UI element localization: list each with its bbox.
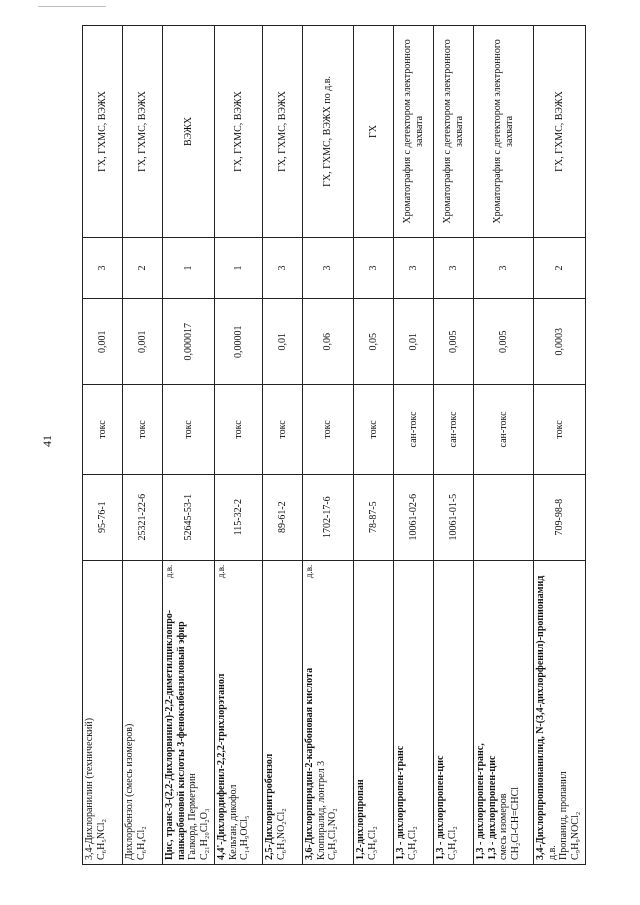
page-number: 41 [40, 435, 54, 447]
substances-table [82, 25, 586, 865]
limit-value-cell: 0,005 [474, 299, 534, 385]
substance-name-cell [394, 560, 434, 864]
method-cell: Хроматография с детектором электронного захвата [394, 26, 434, 238]
substance-line: Галкорд, Перметрин [187, 773, 198, 860]
substance-line: 1,3 - дихлорпропен-цис [486, 755, 498, 860]
substance-line: CH₂Cl-CH=CHCl [509, 786, 521, 860]
limit-value-cell: 0,01 [394, 299, 434, 385]
note-text: д.в. [304, 564, 314, 579]
method-cell: ГХ [354, 26, 394, 238]
substance-line: C₁₄H₉OCl₅ [239, 815, 250, 860]
cas-number-cell: 89-61-2 [263, 474, 303, 560]
cas-number-cell: 10061-02-6 [394, 474, 434, 560]
substance-name-cell [534, 560, 586, 864]
table-row [263, 26, 303, 865]
rotated-table-wrapper [82, 25, 581, 865]
hazard-cell: токс [123, 385, 163, 474]
substance-line: C₉H₉NOCl₂ [569, 811, 581, 860]
method-cell: ГХ, ГХМС, ВЭЖХ [534, 26, 586, 238]
substance-line: 4,4'-Дихлордифенил-2,2,2-трихлорэтанол [216, 673, 227, 860]
substance-line: C₃H₄Cl₂ [406, 826, 418, 860]
cas-number-cell: 95-76-1 [83, 474, 123, 560]
cas-number-cell: 52645-53-1 [163, 474, 215, 560]
cas-number-cell: 115-32-2 [215, 474, 263, 560]
substance-line: Клопиралид, лонтрел 3 [315, 760, 327, 860]
substance-line: 1,2-дихлорпропан [355, 779, 366, 860]
method-cell: ГХ, ГХМС, ВЭЖХ [263, 26, 303, 238]
table-row [394, 26, 434, 865]
substance-name-cell [263, 560, 303, 864]
method-cell: Хроматография с детектором электронного захвата [474, 26, 534, 238]
hazard-cell: токс [303, 385, 354, 474]
substance-name-cell [303, 560, 354, 864]
method-cell: ВЭЖХ [163, 26, 215, 238]
hazard-class-cell: 3 [303, 237, 354, 298]
substance-line: 2,5-Дихлорнитробензол [264, 753, 275, 860]
note-text: д.в. [164, 564, 174, 579]
substance-line: Пропанид, пропанил [558, 771, 569, 860]
hazard-cell: токс [215, 385, 263, 474]
hazard-cell: сан-токс [474, 385, 534, 474]
limit-value-cell: 0,005 [434, 299, 474, 385]
substance-name-cell [215, 560, 263, 864]
hazard-cell: токс [163, 385, 215, 474]
substance-line: Кельтан, дикофол [227, 784, 239, 860]
hazard-class-cell: 1 [215, 237, 263, 298]
substance-line: C₆H₅NCl₂ [95, 818, 107, 860]
table-row [215, 26, 263, 865]
substance-line: C₃H₆Cl₂ [366, 826, 378, 860]
cas-number-cell: 10061-01-5 [434, 474, 474, 560]
top-rule [38, 6, 106, 7]
substance-name-cell [354, 560, 394, 864]
limit-value-cell: 0,01 [263, 299, 303, 385]
table-row [83, 26, 123, 865]
substance-line: C₆H₃NO₂Cl₂ [275, 808, 287, 860]
method-cell: ГХ, ГХМС, ВЭЖХ по д.в. [303, 26, 354, 238]
substance-line: д.в. [546, 845, 558, 860]
hazard-cell: токс [263, 385, 303, 474]
substance-line: C₃H₄Cl₂ [446, 826, 458, 860]
table-row [354, 26, 394, 865]
hazard-class-cell: 1 [163, 237, 215, 298]
substance-line: смесь изомеров [498, 793, 509, 860]
table-row [434, 26, 474, 865]
hazard-class-cell: 3 [434, 237, 474, 298]
limit-value-cell: 0,05 [354, 299, 394, 385]
table-row [303, 26, 354, 865]
hazard-cell: сан-токс [394, 385, 434, 474]
hazard-cell: сан-токс [434, 385, 474, 474]
limit-value-cell: 0,001 [123, 299, 163, 385]
method-cell: Хроматография с детектором электронного захвата [434, 26, 474, 238]
substance-name-cell [83, 560, 123, 864]
substance-line: C₂₁H₂₀Cl₂O₃ [198, 808, 210, 860]
hazard-cell: токс [83, 385, 123, 474]
limit-value-cell: 0,0003 [534, 299, 586, 385]
substance-name-cell [123, 560, 163, 864]
limit-value-cell: 0,00001 [215, 299, 263, 385]
method-cell: ГХ, ГХМС, ВЭЖХ [123, 26, 163, 238]
cas-number-cell: 78-87-5 [354, 474, 394, 560]
substance-line: 1,3 - дихлорпропен-цис [435, 755, 446, 860]
substance-name-cell [163, 560, 215, 864]
hazard-class-cell: 3 [354, 237, 394, 298]
method-cell: ГХ, ГХМС, ВЭЖХ [215, 26, 263, 238]
limit-value-cell: 0,000017 [163, 299, 215, 385]
substance-line: Дихлорбензол (смесь изомеров) [124, 723, 135, 860]
note-text: д.в. [216, 564, 226, 579]
cas-number-cell: 1702-17-6 [303, 474, 354, 560]
table-row [123, 26, 163, 865]
table-row [474, 26, 534, 865]
substance-line: панкарбоновой кислоты 3-феноксибензиловый эфир [175, 621, 187, 860]
cas-number-cell [474, 474, 534, 560]
hazard-class-cell: 2 [534, 237, 586, 298]
substance-line: C₆H₄Cl₂ [135, 826, 147, 860]
cas-number-cell: 25321-22-6 [123, 474, 163, 560]
limit-value-cell: 0,001 [83, 299, 123, 385]
substance-name-cell [474, 560, 534, 864]
hazard-cell: токс [354, 385, 394, 474]
hazard-class-cell: 3 [394, 237, 434, 298]
table-row [163, 26, 215, 865]
hazard-class-cell: 2 [123, 237, 163, 298]
substance-name-cell [434, 560, 474, 864]
substance-line: 1,3 - дихлорпропен-транс, [475, 743, 486, 860]
limit-value-cell: 0,06 [303, 299, 354, 385]
substance-line: 3,4-Дихлорпропионанилид, N-(3,4-дихлорфенил)-пропионамид [535, 575, 546, 860]
substance-line: C₆H₃Cl₂NO₂ [327, 808, 338, 860]
substance-line: 3,6-Дихлорпиридин-2-карбоновая кислота [304, 667, 315, 860]
method-cell: ГХ, ГХМС, ВЭЖХ [83, 26, 123, 238]
substance-line: Цис, транс-3-(2,2-Дихлорвинил)-2,2-диметилциклопро- [164, 609, 175, 860]
cas-number-cell: 709-98-8 [534, 474, 586, 560]
hazard-cell: токс [534, 385, 586, 474]
substance-line: 3,4-Дихлоранилин (технический) [84, 717, 95, 860]
substance-line: 1,3 - дихлорпропен-транс [395, 745, 406, 860]
table-row [534, 26, 586, 865]
hazard-class-cell: 3 [474, 237, 534, 298]
hazard-class-cell: 3 [83, 237, 123, 298]
hazard-class-cell: 3 [263, 237, 303, 298]
